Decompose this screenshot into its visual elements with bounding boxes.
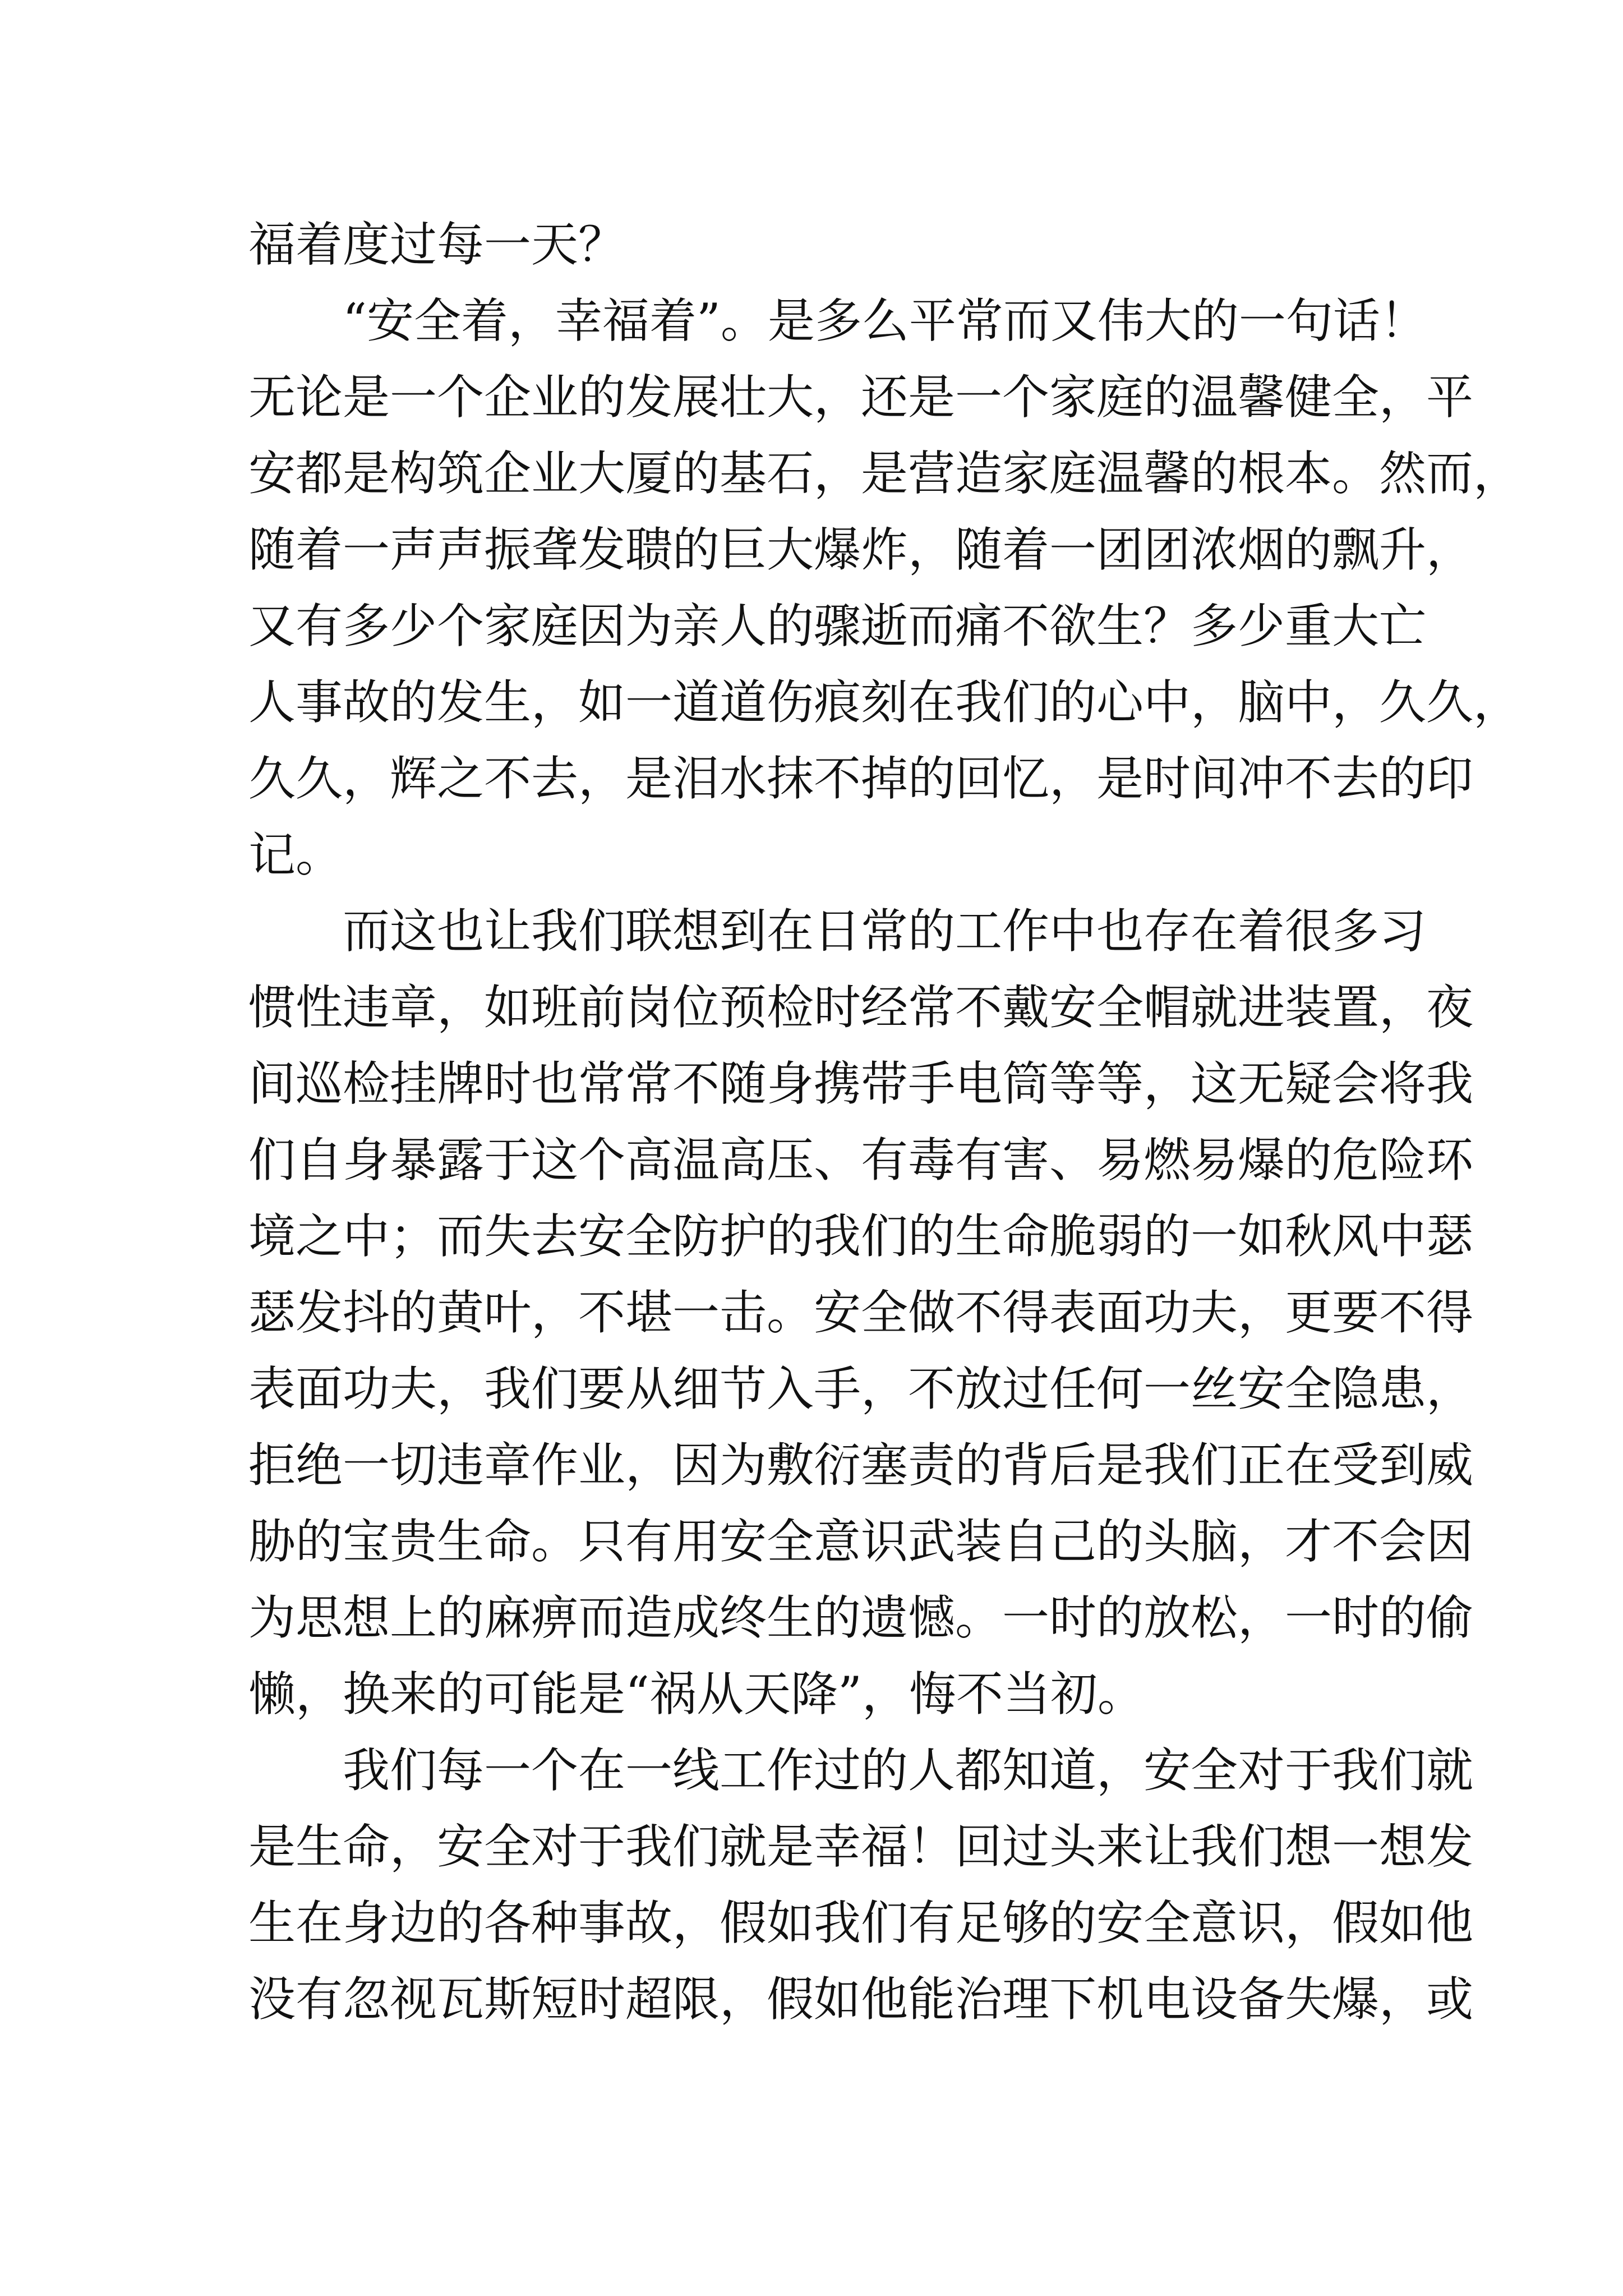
text-line: 为思想上的麻痹而造成终生的遗憾。一时的放松，一时的偷 [248,1590,1474,1645]
text-line: 无论是一个企业的发展壮大，还是一个家庭的温馨健全，平 [248,370,1474,425]
text-line: 没有忽视瓦斯短时超限，假如他能治理下机电设备失爆，或 [248,1972,1474,2027]
text-line: 而这也让我们联想到在日常的工作中也存在着很多习 [343,904,1427,959]
text-line: 是生命，安全对于我们就是幸福！回过头来让我们想一想发 [248,1819,1474,1874]
text-line: 福着度过每一天？ [248,217,626,272]
text-line: “安全着，幸福着”。是多么平常而又伟大的一句话！ [343,293,1427,348]
text-line: 生在身边的各种事故，假如我们有足够的安全意识，假如他 [248,1895,1474,1950]
text-line: 随着一声声振聋发聩的巨大爆炸，随着一团团浓烟的飘升， [248,522,1474,577]
text-line: 境之中；而失去安全防护的我们的生命脆弱的一如秋风中瑟 [248,1209,1474,1264]
text-line: 我们每一个在一线工作过的人都知道，安全对于我们就 [343,1743,1474,1798]
body-text [248,206,1521,2037]
text-line: 惯性违章，如班前岗位预检时经常不戴安全帽就进装置，夜 [248,980,1474,1035]
text-line: 表面功夫，我们要从细节入手，不放过任何一丝安全隐患， [248,1361,1474,1416]
text-line: 间巡检挂牌时也常常不随身携带手电筒等等，这无疑会将我 [248,1056,1474,1111]
text-line: 记。 [248,827,343,882]
text-line: 人事故的发生，如一道道伤痕刻在我们的心中，脑中，久久， [248,675,1521,730]
text-line: 久久，辉之不去，是泪水抹不掉的回忆，是时间冲不去的印 [248,751,1474,806]
text-line: 懒，换来的可能是“祸从天降”，悔不当初。 [248,1667,1145,1722]
text-line: 们自身暴露于这个高温高压、有毒有害、易燃易爆的危险环 [248,1133,1474,1188]
text-line: 拒绝一切违章作业，因为敷衍塞责的背后是我们正在受到威 [248,1438,1474,1493]
text-line: 胁的宝贵生命。只有用安全意识武装自己的头脑，才不会因 [248,1514,1474,1569]
text-line: 瑟发抖的黄叶，不堪一击。安全做不得表面功夫，更要不得 [248,1285,1474,1340]
text-line: 又有多少个家庭因为亲人的骤逝而痛不欲生？多少重大亡 [248,599,1427,654]
text-line: 安都是构筑企业大厦的基石，是营造家庭温馨的根本。然而， [248,446,1521,501]
